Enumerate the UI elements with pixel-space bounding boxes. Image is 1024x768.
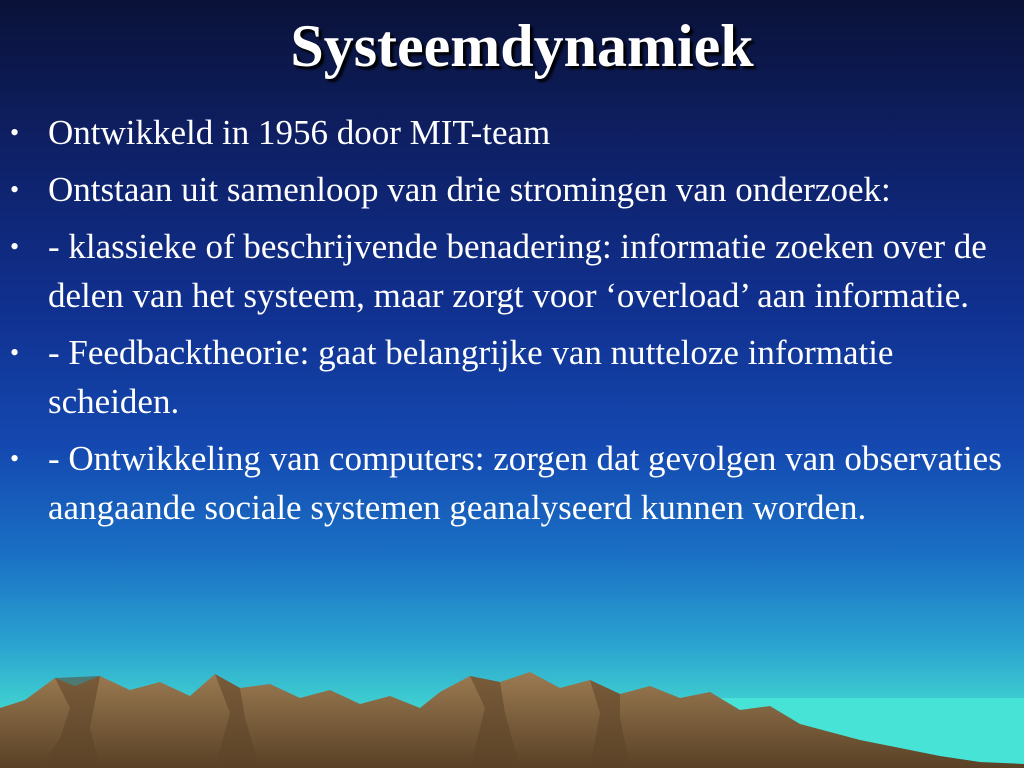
bullet-item [10,328,1008,426]
bullet-dot: • [10,175,20,204]
bullet-dot: • [10,444,20,473]
bullet-item [10,165,1008,214]
bullet-text: Ontstaan uit samenloop van drie stromingen van onderzoek: [48,170,891,209]
bullet-text: - Feedbacktheorie: gaat belangrijke van nutteloze informatie scheiden. [48,333,894,421]
mountain-landscape-image [0,668,1024,768]
bullet-text: - Ontwikkeling van computers: zorgen dat gevolgen van observaties aangaande sociale systemen geanalyseerd kunnen worden. [48,439,1002,527]
bullet-item [10,108,1008,157]
bullet-dot: • [10,338,20,367]
slide-title: Systeemdynamiek [290,13,754,79]
bullet-dot: • [10,118,20,147]
bullet-text: - klassieke of beschrijvende benadering: informatie zoeken over de delen van het systeem, maar zorgt voor ‘overload’ aan informatie. [48,227,987,315]
bullet-item [10,222,1008,320]
bullet-dot: • [10,232,20,261]
bullet-text: Ontwikkeld in 1956 door MIT-team [48,113,551,152]
bullet-item [10,434,1008,532]
bullet-list [10,108,1008,540]
